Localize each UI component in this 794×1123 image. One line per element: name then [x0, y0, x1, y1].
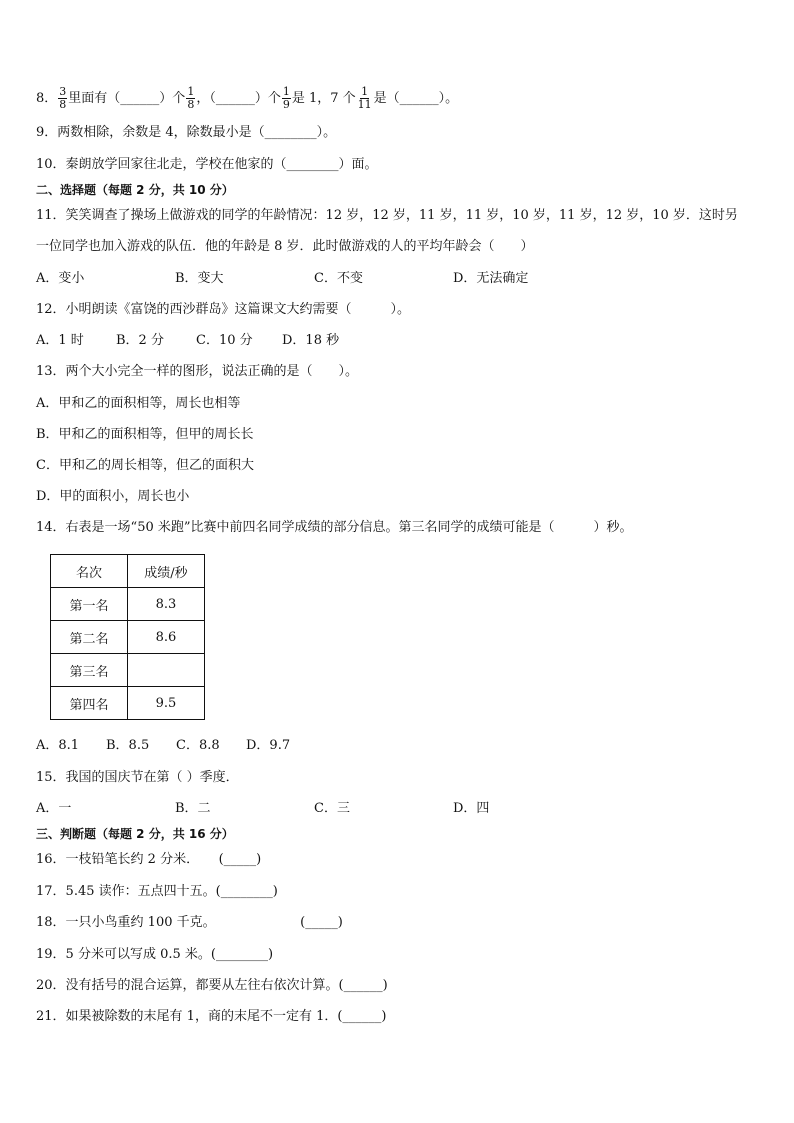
fraction-1-9: $\frac{1}{9}$ — [282, 85, 290, 111]
table-cell: 第四名 — [51, 687, 128, 720]
answer-blank[interactable]: ______ — [120, 91, 160, 106]
question-11-line-1: 11．笑笑调查了操场上做游戏的同学的年龄情况：12 岁，12 岁，11 岁，11 岁，10 岁，11 岁，12 岁，10 岁．这时另 — [36, 208, 738, 223]
question-14-options — [36, 737, 290, 755]
question-13: 13．两个大小完全一样的图形，说法正确的是（ ）。 — [36, 364, 359, 379]
fraction-3-8: $\frac{3}{8}$ — [59, 85, 67, 111]
option-c[interactable]: C．三 — [314, 801, 350, 816]
question-8: 8． $\frac{3}{8}$ 里面有（______）个 $\frac{1}{8}$ ，（______）个 $\frac{1}{9}$ 是 1，7 个 $\frac{1}{11}$ 是（______）。 — [36, 85, 459, 111]
question-11-line-2: 一位同学也加入游戏的队伍．他的年龄是 8 岁．此时做游戏的人的平均年龄会（ ） — [36, 239, 534, 254]
option-a[interactable]: A．1 时 — [36, 333, 84, 348]
question-16: 16．一枝铅笔长约 2 分米． (_____) — [36, 852, 262, 867]
option-c[interactable]: C．10 分 — [196, 333, 253, 348]
question-9: 9．两数相除，余数是 4，除数最小是（________）。 — [36, 125, 337, 140]
table-header: 成绩/秒 — [128, 555, 205, 588]
option-d[interactable]: D．18 秒 — [282, 333, 340, 348]
table-row — [51, 687, 205, 720]
question-12: 12．小明朗读《富饶的西沙群岛》这篇课文大约需要（ ）。 — [36, 302, 411, 317]
answer-blank[interactable]: ______ — [399, 91, 439, 106]
question-15-options — [36, 800, 489, 818]
question-17: 17．5.45 读作：五点四十五。(________) — [36, 884, 278, 899]
option-b[interactable]: B．变大 — [175, 271, 224, 286]
option-a[interactable]: A．一 — [36, 801, 72, 816]
option-c[interactable]: C．不变 — [314, 271, 363, 286]
section-heading-judgement: 三、判断题（每题 2 分，共 16 分） — [36, 827, 234, 841]
option-d[interactable]: D．四 — [453, 801, 490, 816]
option-b[interactable]: B．8.5 — [106, 738, 150, 753]
table-cell: 8.6 — [128, 621, 205, 654]
table-cell — [128, 654, 205, 687]
table-cell: 第三名 — [51, 654, 128, 687]
question-12-options — [36, 332, 339, 350]
option-d[interactable]: D．甲的面积小，周长也小 — [36, 489, 190, 504]
table-cell: 8.3 — [128, 588, 205, 621]
table-header: 名次 — [51, 555, 128, 588]
question-15: 15．我国的国庆节在第（ ）季度． — [36, 770, 239, 785]
option-a[interactable]: A．甲和乙的面积相等，周长也相等 — [36, 396, 241, 411]
option-b[interactable]: B．2 分 — [116, 333, 164, 348]
table-cell: 第二名 — [51, 621, 128, 654]
question-21: 21．如果被除数的末尾有 1，商的末尾不一定有 1．(______) — [36, 1009, 387, 1024]
table-cell: 第一名 — [51, 588, 128, 621]
question-18: 18．一只小鸟重约 100 千克。 (_____) — [36, 915, 343, 930]
question-14: 14．右表是一场“50 米跑”比赛中前四名同学成绩的部分信息。第三名同学的成绩可能是（ ）秒。 — [36, 520, 633, 535]
question-11-options — [36, 270, 528, 288]
table-row — [51, 654, 205, 687]
option-a[interactable]: A．变小 — [36, 271, 85, 286]
table-row — [51, 588, 205, 621]
option-a[interactable]: A．8.1 — [36, 738, 80, 753]
question-19: 19．5 分米可以写成 0.5 米。(________) — [36, 947, 274, 962]
table-header-row — [51, 555, 205, 588]
option-d[interactable]: D．9.7 — [246, 738, 291, 753]
table-row — [51, 621, 205, 654]
option-c[interactable]: C．甲和乙的周长相等，但乙的面积大 — [36, 458, 254, 473]
table-cell: 9.5 — [128, 687, 205, 720]
results-table — [50, 554, 205, 720]
question-10: 10．秦朗放学回家往北走，学校在他家的（________）面。 — [36, 157, 378, 172]
option-b[interactable]: B．二 — [175, 801, 211, 816]
question-20: 20．没有括号的混合运算，都要从左往右依次计算。(______) — [36, 978, 388, 993]
answer-blank[interactable]: ______ — [215, 91, 255, 106]
fraction-1-8: $\frac{1}{8}$ — [187, 85, 195, 111]
option-c[interactable]: C．8.8 — [176, 738, 220, 753]
fraction-1-11: $\frac{1}{11}$ — [357, 85, 372, 111]
option-d[interactable]: D．无法确定 — [453, 271, 529, 286]
section-heading-choice: 二、选择题（每题 2 分，共 10 分） — [36, 183, 234, 197]
option-b[interactable]: B．甲和乙的面积相等，但甲的周长长 — [36, 427, 254, 442]
